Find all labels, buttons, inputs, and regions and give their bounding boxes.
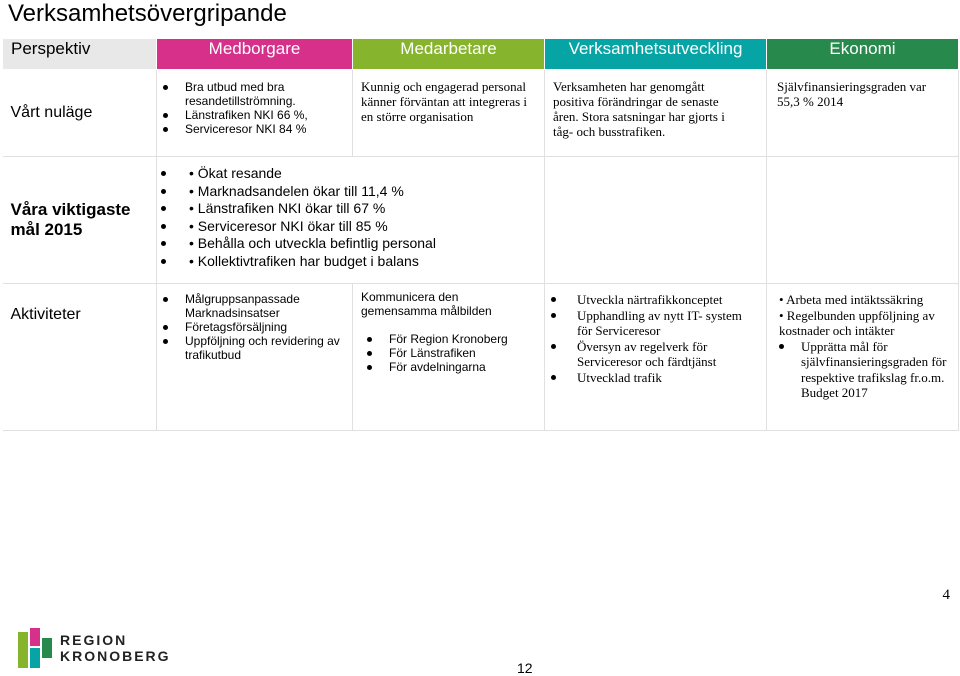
list-item: Utveckla närtrafikkonceptet bbox=[545, 292, 756, 308]
mal-verksamhet bbox=[545, 157, 767, 284]
row-label-nulage: Vårt nuläge bbox=[3, 70, 157, 157]
page-number: 12 bbox=[517, 660, 533, 676]
header-row bbox=[3, 39, 959, 70]
list-item: Upprätta mål för självfinansieringsgraden för respektive trafikslag fr.o.m. Budget 2017 bbox=[773, 339, 950, 401]
list-item: För Länstrafiken bbox=[361, 346, 534, 360]
perspective-table bbox=[2, 38, 959, 431]
region-kronoberg-logo bbox=[18, 628, 171, 668]
list-item: • Kollektivtrafiken har budget i balans bbox=[157, 253, 544, 271]
nulage-verksamhet: Verksamheten har genomgått positiva förändringar de senaste åren. Stora satsningar har gjorts i tåg- och busstrafiken. bbox=[545, 70, 767, 157]
page-title: Verksamhetsövergripande bbox=[8, 0, 287, 27]
list-item: • Serviceresor NKI ökar till 85 % bbox=[157, 218, 544, 236]
logo-text-kronoberg: KRONOBERG bbox=[60, 648, 171, 664]
nulage-ekonomi: Självfinansieringsgraden var 55,3 % 2014 bbox=[767, 70, 959, 157]
aktiviteter-ekonomi bbox=[767, 284, 959, 431]
nulage-medborgare bbox=[157, 70, 353, 157]
mal-items bbox=[157, 157, 545, 284]
list-item: • Behålla och utveckla befintlig personal bbox=[157, 235, 544, 253]
list-item: • Ökat resande bbox=[157, 165, 544, 183]
aktiviteter-medarbetare bbox=[353, 284, 545, 431]
list-item: Bra utbud med bra resandetillströmning. bbox=[157, 80, 346, 108]
list-item: Länstrafiken NKI 66 %, bbox=[157, 108, 346, 122]
list-item: Upphandling av nytt IT- system för Serviceresor bbox=[545, 308, 756, 339]
row-aktiviteter bbox=[3, 284, 959, 431]
header-medarbetare: Medarbetare bbox=[353, 39, 545, 70]
list-item: Uppföljning och revidering av trafikutbud bbox=[157, 334, 344, 362]
list-item: För Region Kronoberg bbox=[361, 332, 534, 346]
mal-ekonomi bbox=[767, 157, 959, 284]
region-kronoberg-logo-icon bbox=[18, 628, 52, 668]
list-item: För avdelningarna bbox=[361, 360, 534, 374]
medarbetare-intro: Kommunicera den gemensamma målbilden bbox=[361, 290, 492, 318]
list-item: Företagsförsäljning bbox=[157, 320, 344, 334]
list-item: Serviceresor NKI 84 % bbox=[157, 122, 346, 136]
list-item: Utvecklad trafik bbox=[545, 370, 756, 386]
ekonomi-line-1: • Arbeta med intäktssäkring bbox=[779, 292, 924, 307]
row-label-aktiviteter: Aktiviteter bbox=[3, 284, 157, 431]
row-label-mal: Våra viktigaste mål 2015 bbox=[3, 157, 157, 284]
page-number-small: 4 bbox=[942, 587, 950, 603]
header-medborgare: Medborgare bbox=[157, 39, 353, 70]
header-ekonomi: Ekonomi bbox=[767, 39, 959, 70]
logo-text-region: REGION bbox=[60, 632, 128, 648]
logo-text bbox=[60, 632, 171, 664]
ekonomi-line-2: • Regelbunden uppföljning av kostnader och intäkter bbox=[779, 307, 935, 338]
aktiviteter-verksamhet bbox=[545, 284, 767, 431]
list-item: Målgruppsanpassade Marknadsinsatser bbox=[157, 292, 344, 320]
row-mal bbox=[3, 157, 959, 284]
list-item: • Marknadsandelen ökar till 11,4 % bbox=[157, 183, 544, 201]
aktiviteter-medborgare bbox=[157, 284, 353, 431]
list-item: Översyn av regelverk för Serviceresor och färdtjänst bbox=[545, 339, 756, 370]
list-item: • Länstrafiken NKI ökar till 67 % bbox=[157, 200, 544, 218]
header-perspektiv: Perspektiv bbox=[3, 39, 157, 70]
nulage-medarbetare: Kunnig och engagerad personal känner förväntan att integreras i en större organisation bbox=[353, 70, 545, 157]
row-nulage bbox=[3, 70, 959, 157]
header-verksamhetsutveckling: Verksamhetsutveckling bbox=[545, 39, 767, 70]
